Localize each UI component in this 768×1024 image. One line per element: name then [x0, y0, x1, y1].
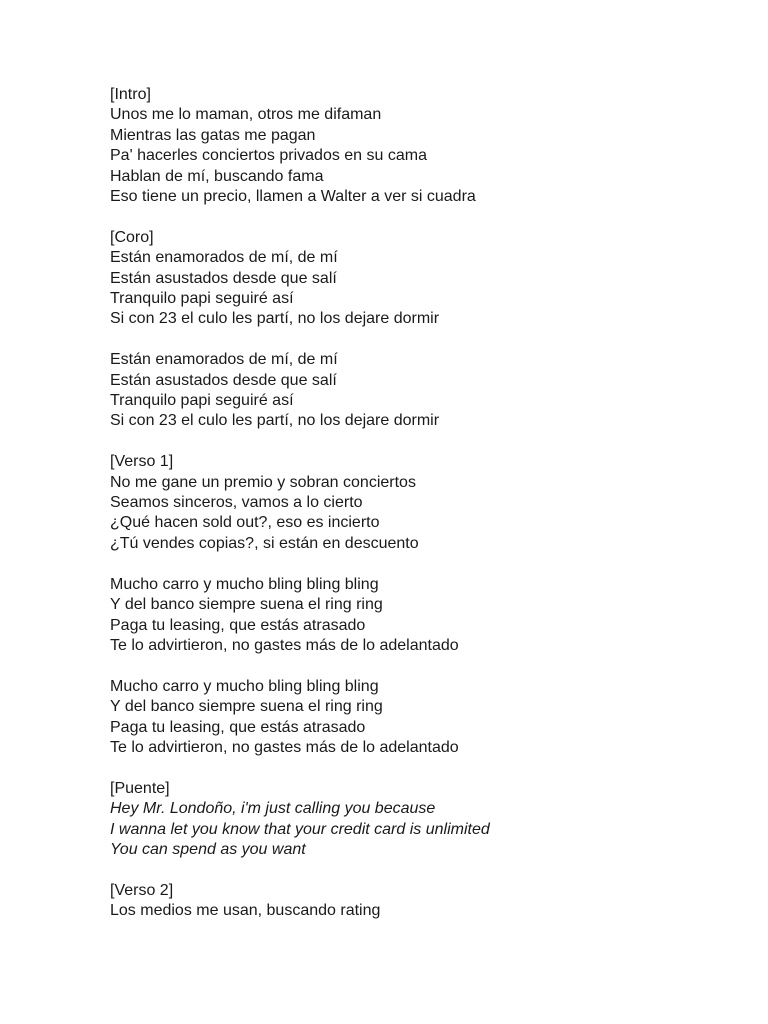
lyric-line: Mientras las gatas me pagan: [110, 126, 316, 144]
lyric-line: Seamos sinceros, vamos a lo cierto: [110, 494, 363, 512]
lyric-line: Hablan de mí, buscando fama: [110, 167, 324, 185]
lyric-line: Eso tiene un precio, llamen a Walter a ver si cuadra: [110, 188, 476, 206]
lyric-line: You can spend as you want: [110, 840, 306, 858]
lyric-line: Si con 23 el culo les partí, no los dejare dormir: [110, 412, 440, 430]
stanza-verso-2: [110, 881, 730, 922]
section-header: [Verso 2]: [110, 881, 174, 899]
lyric-line: Están asustados desde que salí: [110, 371, 337, 389]
lyric-line: Y del banco siempre suena el ring ring: [110, 698, 383, 716]
lyric-line: I wanna let you know that your credit card is unlimited: [110, 820, 490, 838]
lyric-line: Y del banco siempre suena el ring ring: [110, 596, 383, 614]
lyric-line: Están asustados desde que salí: [110, 269, 337, 287]
lyric-line: Si con 23 el culo les partí, no los dejare dormir: [110, 310, 440, 328]
lyric-line: Tranquilo papi seguiré así: [110, 392, 294, 410]
stanza-verso-1: [110, 452, 730, 554]
section-header: [Puente]: [110, 779, 170, 797]
stanza-coro-repeat: [110, 350, 730, 432]
lyric-line: Los medios me usan, buscando rating: [110, 902, 381, 920]
lyric-line: ¿Tú vendes copias?, si están en descuento: [110, 534, 419, 552]
lyrics-body: [110, 85, 730, 922]
lyric-line: Unos me lo maman, otros me difaman: [110, 106, 382, 124]
stanza-coro: [110, 228, 730, 330]
lyric-line: Te lo advirtieron, no gastes más de lo adelantado: [110, 636, 459, 654]
lyric-line: ¿Qué hacen sold out?, eso es incierto: [110, 514, 380, 532]
lyric-line: Paga tu leasing, que estás atrasado: [110, 718, 366, 736]
lyric-line: Paga tu leasing, que estás atrasado: [110, 616, 366, 634]
stanza-verso-1-b: [110, 575, 730, 657]
lyric-line: No me gane un premio y sobran conciertos: [110, 473, 416, 491]
lyric-line: Pa' hacerles conciertos privados en su cama: [110, 147, 427, 165]
stanza-intro: [110, 85, 730, 207]
section-header: [Verso 1]: [110, 453, 174, 471]
lyric-line: Te lo advirtieron, no gastes más de lo adelantado: [110, 738, 459, 756]
lyric-line: Hey Mr. Londoño, i'm just calling you because: [110, 800, 436, 818]
lyric-line: Mucho carro y mucho bling bling bling: [110, 677, 379, 695]
section-header: [Coro]: [110, 228, 154, 246]
lyric-line: Están enamorados de mí, de mí: [110, 249, 338, 267]
section-header: [Intro]: [110, 86, 151, 103]
lyric-line: Tranquilo papi seguiré así: [110, 290, 294, 308]
lyric-line: Mucho carro y mucho bling bling bling: [110, 575, 379, 593]
stanza-verso-1-c: [110, 677, 730, 759]
lyric-line: Están enamorados de mí, de mí: [110, 351, 338, 369]
stanza-puente: [110, 779, 730, 861]
